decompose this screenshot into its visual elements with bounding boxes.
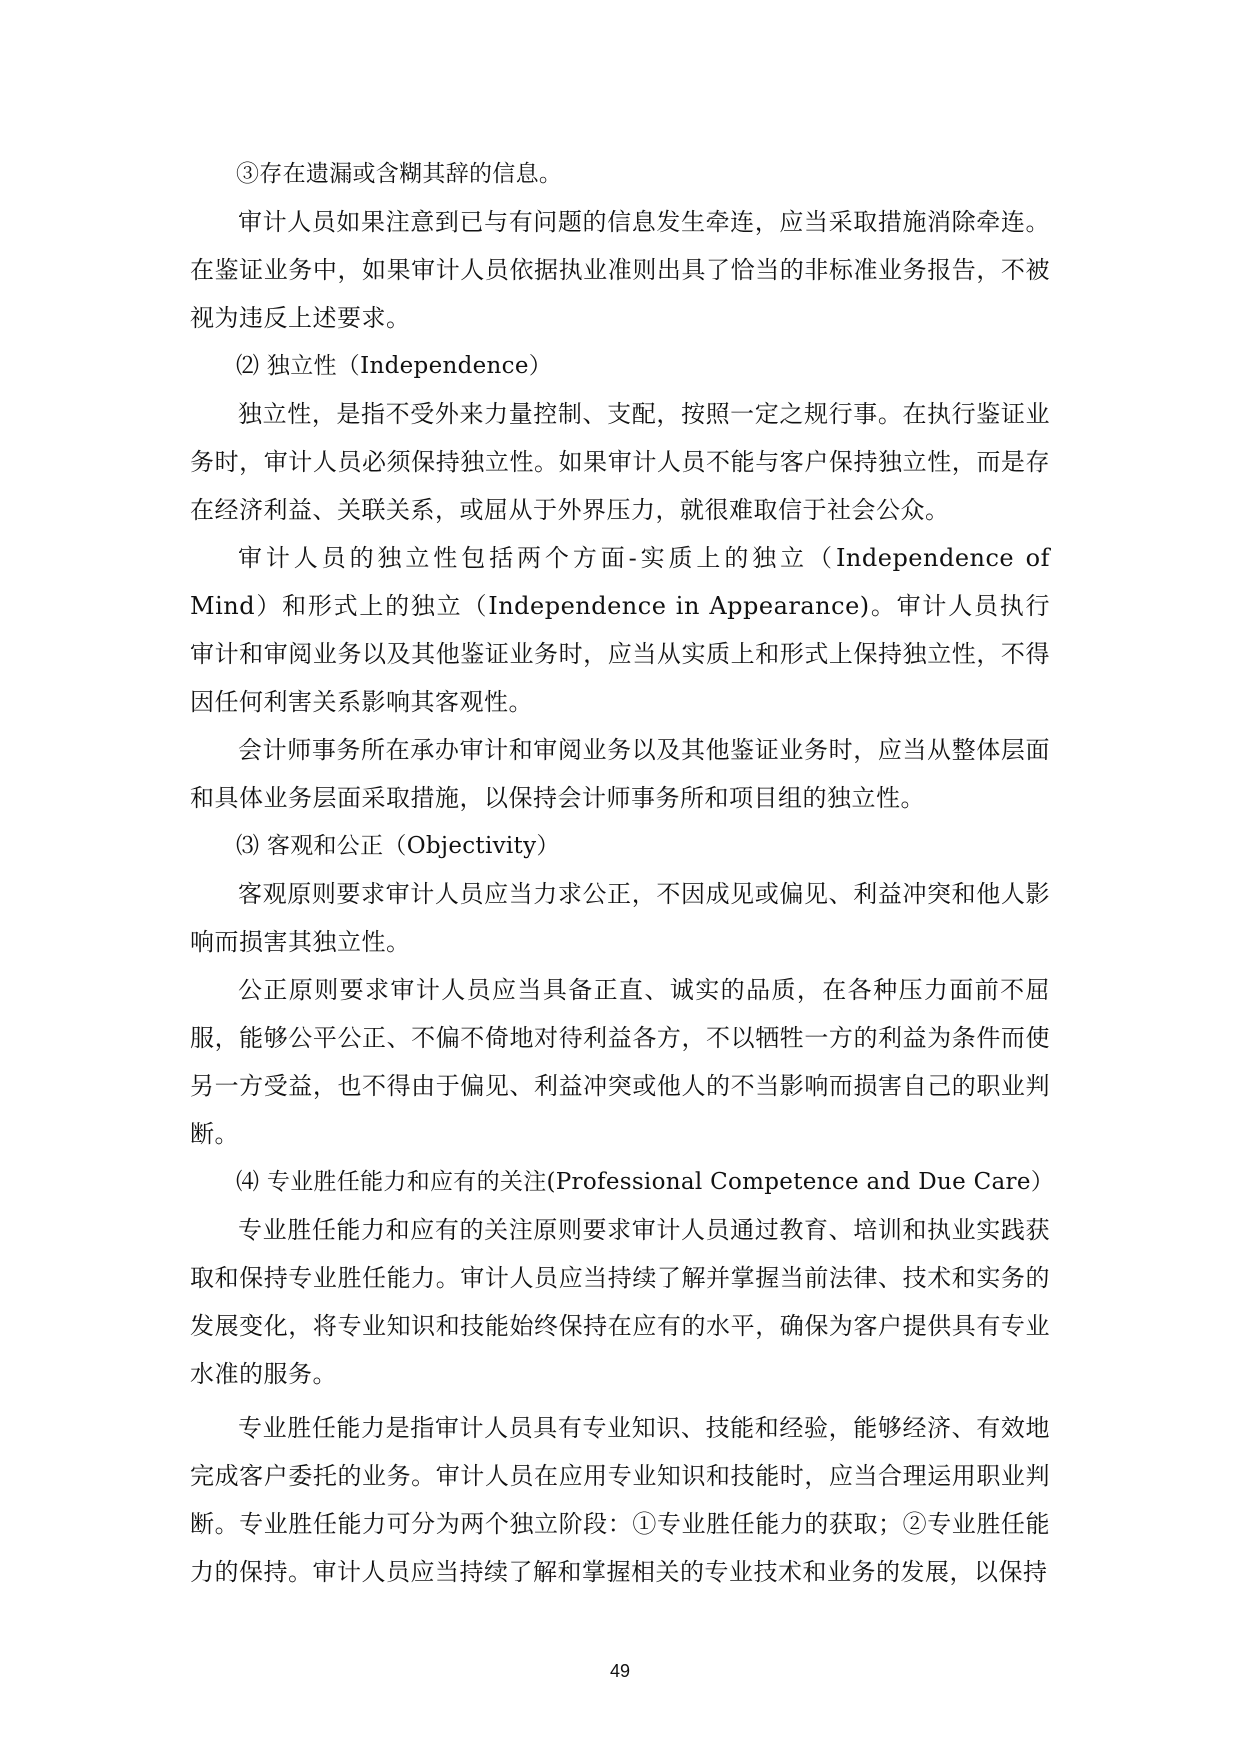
paragraph-fairness: 公正原则要求审计人员应当具备正直、诚实的品质，在各种压力面前不屈服，能够公平公正、不偏不倚地对待利益各方，不以牺牲一方的利益为条件而使另一方受益，也不得由于偏见、利益冲突或他人的不当影响而损害自己的职业判断。 <box>190 976 1050 1148</box>
paragraph-objectivity: 客观原则要求审计人员应当力求公正，不因成见或偏见、利益冲突和他人影响而损害其独立性。 <box>190 880 1050 956</box>
page-number: 49 <box>609 1661 631 1681</box>
paragraph-association: 审计人员如果注意到已与有问题的信息发生牵连，应当采取措施消除牵连。在鉴证业务中，如果审计人员依据执业准则出具了恰当的非标准业务报告，不被视为违反上述要求。 <box>190 208 1050 332</box>
section-heading-competence: ⑷ 专业胜任能力和应有的关注(Professional Competence and Due Care） <box>236 1169 1055 1195</box>
paragraph-firm-measures: 会计师事务所在承办审计和审阅业务以及其他鉴证业务时，应当从整体层面和具体业务层面采取措施，以保持会计师事务所和项目组的独立性。 <box>190 736 1050 812</box>
section-heading-independence: ⑵ 独立性（Independence） <box>236 353 553 379</box>
page-body <box>190 150 1055 1596</box>
paragraph-competence-definition: 专业胜任能力是指审计人员具有专业知识、技能和经验，能够经济、有效地完成客户委托的业务。审计人员在应用专业知识和技能时，应当合理运用职业判断。专业胜任能力可分为两个独立阶段：①专业胜任能力的获取；②专业胜任能力的保持。审计人员应当持续了解和掌握相关的专业技术和业务的发展，以保持 <box>190 1414 1050 1586</box>
paragraph-independence-definition: 独立性，是指不受外来力量控制、支配，按照一定之规行事。在执行鉴证业务时，审计人员必须保持独立性。如果审计人员不能与客户保持独立性，而是存在经济利益、关联关系，或屈从于外界压力，就很难取信于社会公众。 <box>190 400 1050 524</box>
paragraph-independence-aspects: 审计人员的独立性包括两个方面-实质上的独立（Independence of Mind）和形式上的独立（Independence in Appearance)。审计人员执行审计和审阅业务以及其他鉴证业务时，应当从实质上和形式上保持独立性，不得因任何利害关系影响其客观性。 <box>190 544 1050 716</box>
paragraph-competence: 专业胜任能力和应有的关注原则要求审计人员通过教育、培训和执业实践获取和保持专业胜任能力。审计人员应当持续了解并掌握当前法律、技术和实务的发展变化，将专业知识和技能始终保持在应有的水平，确保为客户提供具有专业水准的服务。 <box>190 1216 1050 1388</box>
section-heading-objectivity: ⑶ 客观和公正（Objectivity） <box>236 833 560 859</box>
list-item-3: ③存在遗漏或含糊其辞的信息。 <box>236 161 563 187</box>
